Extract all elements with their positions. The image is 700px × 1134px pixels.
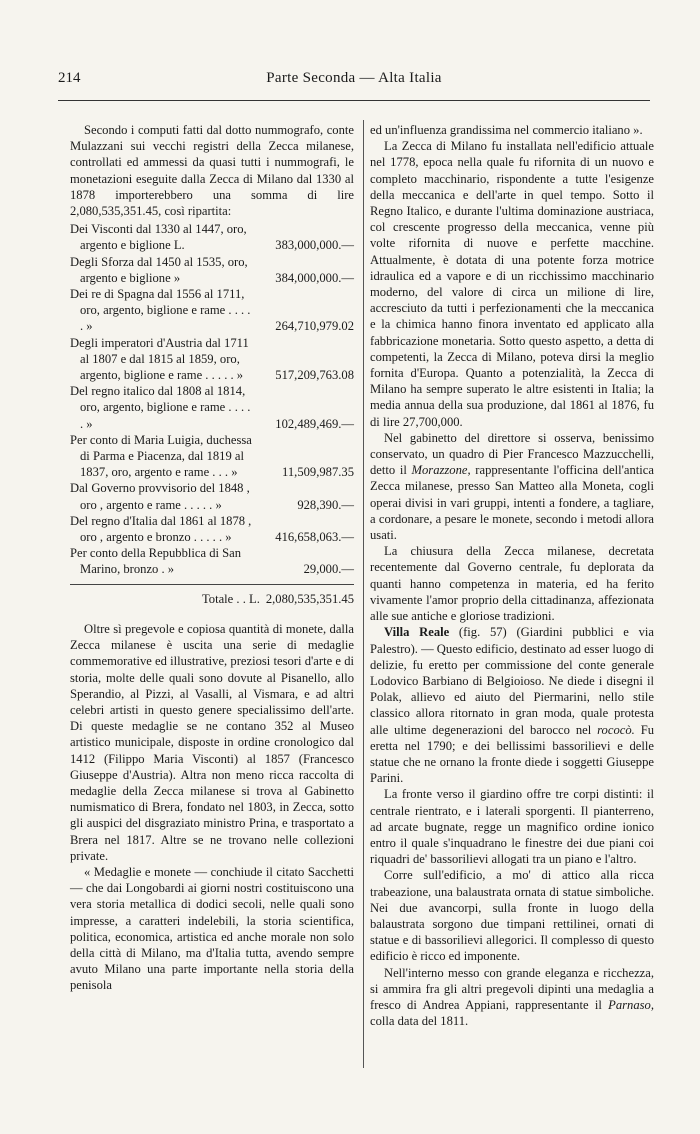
right-column [370,122,654,1029]
row-label: Degli Sforza dal 1450 al 1535, oro, argento e biglione » [70,254,248,285]
painting-paragraph [370,430,654,543]
page-number: 214 [58,70,81,86]
quote-continuation: ed un'influenza grandissima nel commercio italiano ». [370,123,643,137]
table-row [70,545,354,577]
row-label: Dei re di Spagna dal 1556 al 1711, oro, argento, biglione e rame . . . . . » [70,287,251,334]
row-value: 384,000,000.— [275,270,354,285]
table-row [70,254,354,286]
row-value: 416,658,063.— [275,530,354,545]
text-span: Nell'interno messo con grande eleganza e ricchezza, si ammira fra gli altri pregevoli dipinti una medaglia a fresco di Andrea Appiani, rappresentante il [370,965,654,1012]
medals-paragraph: Oltre sì pregevole e copiosa quantità di monete, dalla Zecca milanese è uscita una serie di medaglie commemorative ed illustrative, preziosi tesori d'arte e di storia, molte delle quali sono dovute al Pisanello, allo Sperandio, al Pizzi, al Vasalli, al Vismara, e ad altri celebri artisti in questo genere specialissimo dell'arte. Di queste medaglie se ne contano 352 al Museo artistico municipale, disposte in ordine cronologico dal 1412 (Filippo Maria Visconti) al 1857 (Francesco Giuseppe d'Austria). Altra non meno ricca raccolta di medaglie della Zecca milanese si trova al Gabinetto numismatico di Brera, fondato nel 1803, in Zecca, sotto gli auspici del disgraziato ministro Prina, e trasportato a Brera nel 1817. Altre se ne trovano nelle collezioni private. [70,621,354,863]
row-value: 11,509,987.35 [282,465,354,480]
painting-title: Parnaso, [608,997,654,1012]
running-head: Parte Seconda — Alta Italia [266,70,442,86]
row-value: 928,390.— [297,497,354,512]
page-header [58,70,650,94]
rococo-term: rococò. [597,722,635,737]
text-span: (fig. 57) (Giardini pubblici e via Palestro). — Questo edificio, destinato ad esser luogo di delizie, fu eretto per commissione del conte generale Lodovico Barbiano di Belgioioso. Ne diede i disegni il Polak, allievo ed aiuto del Piermarini, nello stile classico allora ritornato in gran moda, quale protesta alle ultime degenerazioni del barocco nel [370,625,654,737]
table-row [70,432,354,481]
interior-paragraph [370,965,654,1030]
row-label: Dei Visconti dal 1330 al 1447, oro, argento e biglione L. [70,222,247,253]
text-span: Fu eretta nel 1790; e dei bellissimi bassorilievi e delle statue che ne ornano la fronte diede i soggetti Giuseppe Parini. [370,722,655,786]
row-label: Per conto di Maria Luigia, duchessa di Parma e Piacenza, dal 1819 al 1837, oro, argento e rame . . . » [70,432,252,480]
minting-table [70,221,354,607]
artist-name: Morazzone, [411,463,471,478]
row-value: 264,710,979.02 [275,319,354,334]
table-row [70,383,354,432]
text-span: rappresentante l'officina dell'antica Zecca milanese, presso San Matteo alla Moneta, cogli operai divisi in vari gruppi, intenti a fondere, a tagliare, a cordonare, a pesare le monete, secondo i metodi allora usati. [370,463,654,543]
row-value: 29,000.— [303,562,354,577]
row-value: 102,489,469.— [275,416,354,431]
row-label: Degli imperatori d'Austria dal 1711 al 1807 e dal 1815 al 1859, oro, argento, biglione e rame . . . . . » [70,335,249,383]
quote-paragraph: « Medaglie e monete — conchiude il citato Sacchetti — che dai Longobardi ai giorni nostri costituiscono una vera storia metallica di dodici secoli, nelle quali sono impresse, a caratteri indelebili, la storia scientifica, politica, economica, artistica ed anche morale non solo della città di Milano, ma d'Italia tutta, avendo sempre avuto Milano una parte importante nella storia della penisola [70,864,354,993]
row-label: Dal Governo provvisorio del 1848 , oro , argento e rame . . . . . » [70,481,250,512]
row-label: Del regno italico dal 1808 al 1814, oro, argento, biglione e rame . . . . . » [70,384,251,431]
table-row [70,335,354,384]
total-value: 2,080,535,351.45 [265,591,354,606]
row-value: 517,209,763.08 [275,368,354,383]
closure-paragraph: La chiusura della Zecca milanese, decretata recentemente dal Governo centrale, fu deplorata da quanti hanno competenza in materia, ed ha ferito vivamente l'amor proprio della cittadinanza, affezionata alle sue antiche e gloriose tradizioni. [370,544,654,624]
table-row [70,221,354,253]
row-value: 383,000,000.— [275,238,354,253]
table-row [70,286,354,335]
attic-paragraph: Corre sull'edificio, a mo' di attico alla ricca trabeazione, una balaustrata ornata di statue simboliche. Nei due avancorpi, sulla fronte in luogo della balaustrata sorgono due timpani rettilinei, ornati di statue e di bassorilievi allegorici. Il complesso di questo edificio è ricco ed imponente. [370,868,654,964]
total-row [70,584,354,607]
table-row [70,480,354,512]
text-span: colla data del 1811. [370,1014,469,1029]
text-span: Nel gabinetto del direttore si osserva, benissimo conservato, un quadro di Pier Francesco Mazzucchelli, detto il [370,430,654,478]
villa-reale-heading: Villa Reale [384,625,450,640]
table-row [70,513,354,545]
total-label: Totale . . L. [201,591,260,606]
zecca-building-paragraph: La Zecca di Milano fu installata nell'edificio attuale nel 1778, epoca nella quale fu rifornita di un nuovo e completo macchinario, rispondente a tutte l'esigenze della meccanica e dell'arte in quel tempo. Sotto il Regno Italico, e durante l'ultima dominazione austriaca, col crescente progresso della meccanica, venne più volte rifornita di nuove e perfette macchine. Attualmente, è dotata di una potente forza motrice idraulica ed a vapore e di un ricchissimo macchinario moderno, del valore di circa un milione di lire, accresciuto da tutti i perfezionamenti che la meccanica e la chimica hanno finora inventato ed applicato alla fabbricazione monetaria. Sotto questo aspetto, a detta di competenti, la Zecca di Milano, poteva dirsi la meglio fornita d'Europa. Quanto a potenzialità, la Zecca di Milano ha sempre superato le altre esistenti in Italia; la media annua della sua produzione, dal 1861 al 1876, fu di lire 27,700,000. [370,139,654,429]
facade-paragraph: La fronte verso il giardino offre tre corpi distinti: il centrale rientrato, e i laterali sporgenti. Il pianterreno, ad arcate bugnate, regge un magnifico ordine ionico entro il quale s'inquadrano le finestre dei due piani coi riquadri de' bassorilievi allogati tra un piano e l'altro. [370,787,654,867]
left-column [70,122,354,994]
column-divider [363,120,364,1068]
row-label: Per conto della Repubblica di San Marino, bronzo . » [70,546,242,577]
header-rule [58,100,650,101]
intro-paragraph: Secondo i computi fatti dal dotto nummografo, conte Mulazzani sui vecchi registri della Zecca milanese, controllati ed ammessi da quasi tutti i nummografi, le monetazioni eseguite dalla Zecca di Milano dal 1330 al 1878 importerebbero una somma di lire 2,080,535,351.45, così ripartita: [70,123,354,219]
row-label: Del regno d'Italia dal 1861 al 1878 , oro , argento e bronzo . . . . . » [70,513,252,545]
villa-reale-paragraph [370,624,654,786]
